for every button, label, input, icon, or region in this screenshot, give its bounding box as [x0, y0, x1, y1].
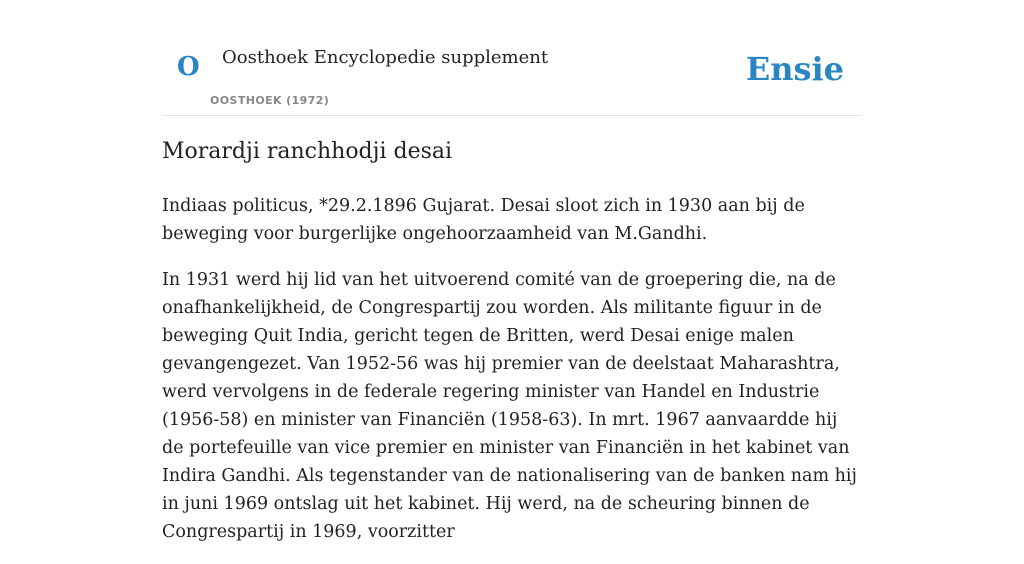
ensie-logo-link[interactable]: Ensie — [745, 50, 844, 88]
source-title-link[interactable]: Oosthoek Encyclopedie supplement — [222, 47, 549, 68]
entry-paragraph: Indiaas politicus, *29.2.1896 Gujarat. Desai sloot zich in 1930 aan bij de beweging voor burgerlijke ongehoorzaamheid van M.Gandhi. — [162, 196, 805, 244]
entry-title: Morardji ranchhodji desai — [162, 139, 453, 164]
source-letter-icon: O — [177, 52, 200, 82]
entry-paragraph: In 1931 werd hij lid van het uitvoerend comité van de groepering die, na de onafhankelijkheid, de Congrespartij zou worden. Als militante figuur in de beweging Quit India, gericht tegen de Britten, werd Desai enige malen gevangengezet. Van 1952-56 was hij premier van de deelstaat Maharashtra, werd vervolgens in de federale regering minister van Handel en Industrie (1956-58) en minister van Financiën (1958-63). In mrt. 1967 aanvaardde hij de portefeuille van vice premier en minister van Financiën in het kabinet van Indira Gandhi. Als tegenstander van de nationalisering van de banken nam hij in juni 1969 ontslag uit het kabinet. Hij werd, na de scheuring binnen de Congrespartij in 1969, voorzitter — [162, 270, 857, 542]
source-publisher: OOSTHOEK (1972) — [210, 94, 330, 107]
source-header — [162, 40, 862, 116]
entry-body — [162, 192, 862, 564]
